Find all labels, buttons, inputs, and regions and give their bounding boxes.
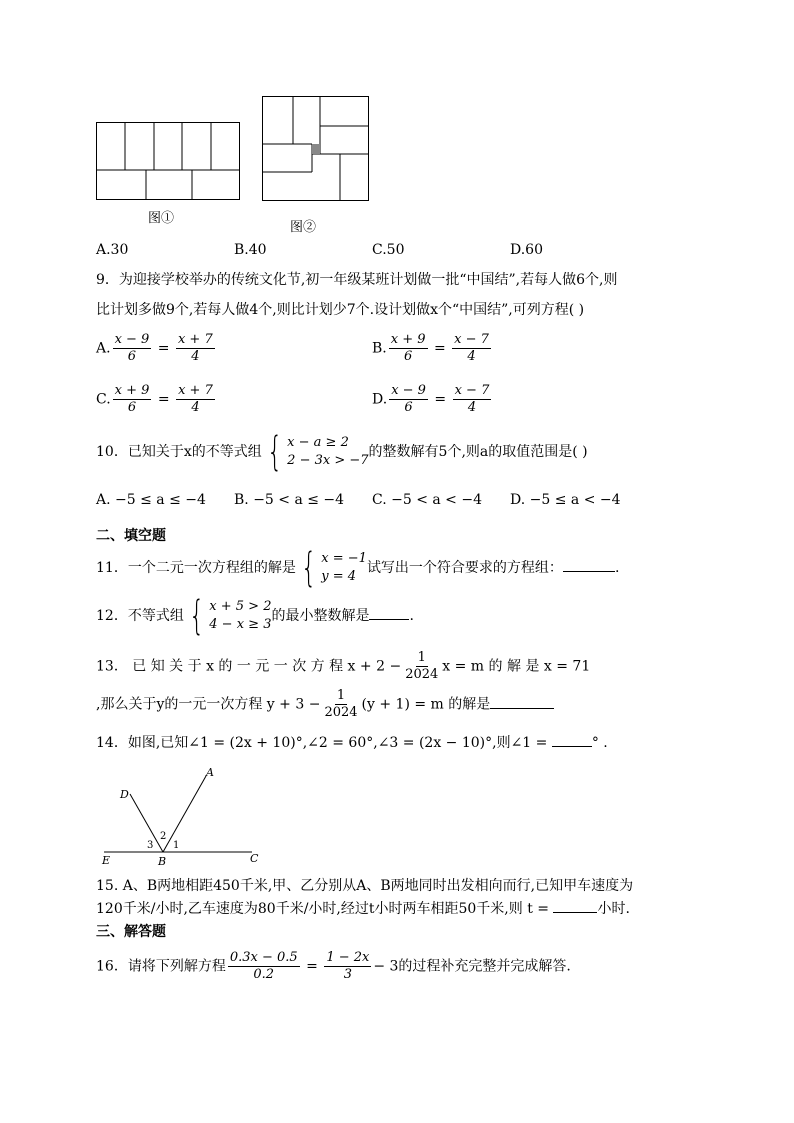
q12: 12．不等式组 { x + 5 > 2 4 − x ≥ 3 的最小整数解是 . <box>96 593 414 639</box>
q10-option-c[interactable]: C. −5 < a < −4 <box>372 492 482 508</box>
point-label-a: A <box>206 766 214 779</box>
section-3-heading: 三、解答题 <box>96 924 166 940</box>
figure-1-caption: 图① <box>148 211 175 226</box>
q10-stem: 10．已知关于x的不等式组 { x − a ≥ 2 2 − 3x > −7 的整数解有5个,则a的取值范围是( ) <box>96 429 588 475</box>
q8-option-a[interactable]: A.30 <box>96 242 129 258</box>
q13-answer-blank[interactable] <box>490 694 554 709</box>
angle-diagram <box>98 764 268 868</box>
angle-label-3: 3 <box>147 840 154 851</box>
q13-line-1: 13． 已 知 关 于 x 的 一 元 一 次 方 程 x + 2 − $\frac{1}{2024}$ x = m 的 解 是 x = 71 <box>96 650 591 682</box>
q9-line-2: 比计划多做9个,若每人做4个,则比计划少7个.设计划做x个“中国结”,可列方程( ) <box>96 302 585 318</box>
q8-option-c[interactable]: C.50 <box>372 242 405 258</box>
q11-answer-blank[interactable] <box>563 557 615 572</box>
q14-answer-blank[interactable] <box>552 732 592 747</box>
section-2-heading: 二、填空题 <box>96 528 166 544</box>
point-label-d: D <box>120 788 129 801</box>
figure-2-caption: 图② <box>290 220 317 235</box>
q16: 16．请将下列解方程 $\frac{0.3x - 0.5}{0.2}$ = $\frac{1 - 2x}{3}$ − 3的过程补充完整并完成解答. <box>96 950 571 982</box>
q15-answer-blank[interactable] <box>553 898 597 913</box>
q15-line-2: 120千米/小时,乙车速度为80千米/小时,经过t小时两车相距50千米,则 t = 小时. <box>96 898 630 919</box>
q9-option-a[interactable]: A. $\frac{x - 9}{6}$ = $\frac{x + 7}{4}$ <box>96 332 213 364</box>
q15-line-1: 15. A、B两地相距450千米,甲、乙分别从A、B两地同时出发相向而行,已知甲车速度为 <box>96 878 634 894</box>
q14: 14．如图,已知∠1 = (2x + 10)°,∠2 = 60°,∠3 = (2x − 10)°,则∠1 = ° . <box>96 732 608 753</box>
angle-label-1: 1 <box>173 840 180 851</box>
point-label-c: C <box>250 852 259 865</box>
q11: 11．一个二元一次方程组的解是 { x = −1 y = 4 试写出一个符合要求的方程组： . <box>96 545 620 591</box>
q9-line-1: 9．为迎接学校举办的传统文化节,初一年级某班计划做一批“中国结”,若每人做6个,则 <box>96 272 618 288</box>
q12-answer-blank[interactable] <box>369 605 409 620</box>
q10-option-d[interactable]: D. −5 ≤ a < −4 <box>510 492 621 508</box>
point-label-e: E <box>102 854 111 867</box>
q9-option-c[interactable]: C. $\frac{x + 9}{6}$ = $\frac{x + 7}{4}$ <box>96 383 213 415</box>
q10-option-b[interactable]: B. −5 < a ≤ −4 <box>234 492 345 508</box>
q10-option-a[interactable]: A. −5 ≤ a ≤ −4 <box>96 492 206 508</box>
figure-2-rectangle-tiling <box>262 96 372 202</box>
q13-line-2: ,那么关于y的一元一次方程 y + 3 − $\frac{1}{2024}$ (y + 1) = m 的解是 <box>96 688 554 721</box>
q9-option-d[interactable]: D. $\frac{x - 9}{6}$ = $\frac{x - 7}{4}$ <box>372 383 490 415</box>
q8-option-b[interactable]: B.40 <box>234 242 267 258</box>
q8-option-d[interactable]: D.60 <box>510 242 543 258</box>
angle-label-2: 2 <box>160 831 167 842</box>
figure-1-rectangle-tiling <box>96 122 242 202</box>
point-label-b: B <box>158 855 167 868</box>
q9-option-b[interactable]: B. $\frac{x + 9}{6}$ = $\frac{x - 7}{4}$ <box>372 332 489 364</box>
